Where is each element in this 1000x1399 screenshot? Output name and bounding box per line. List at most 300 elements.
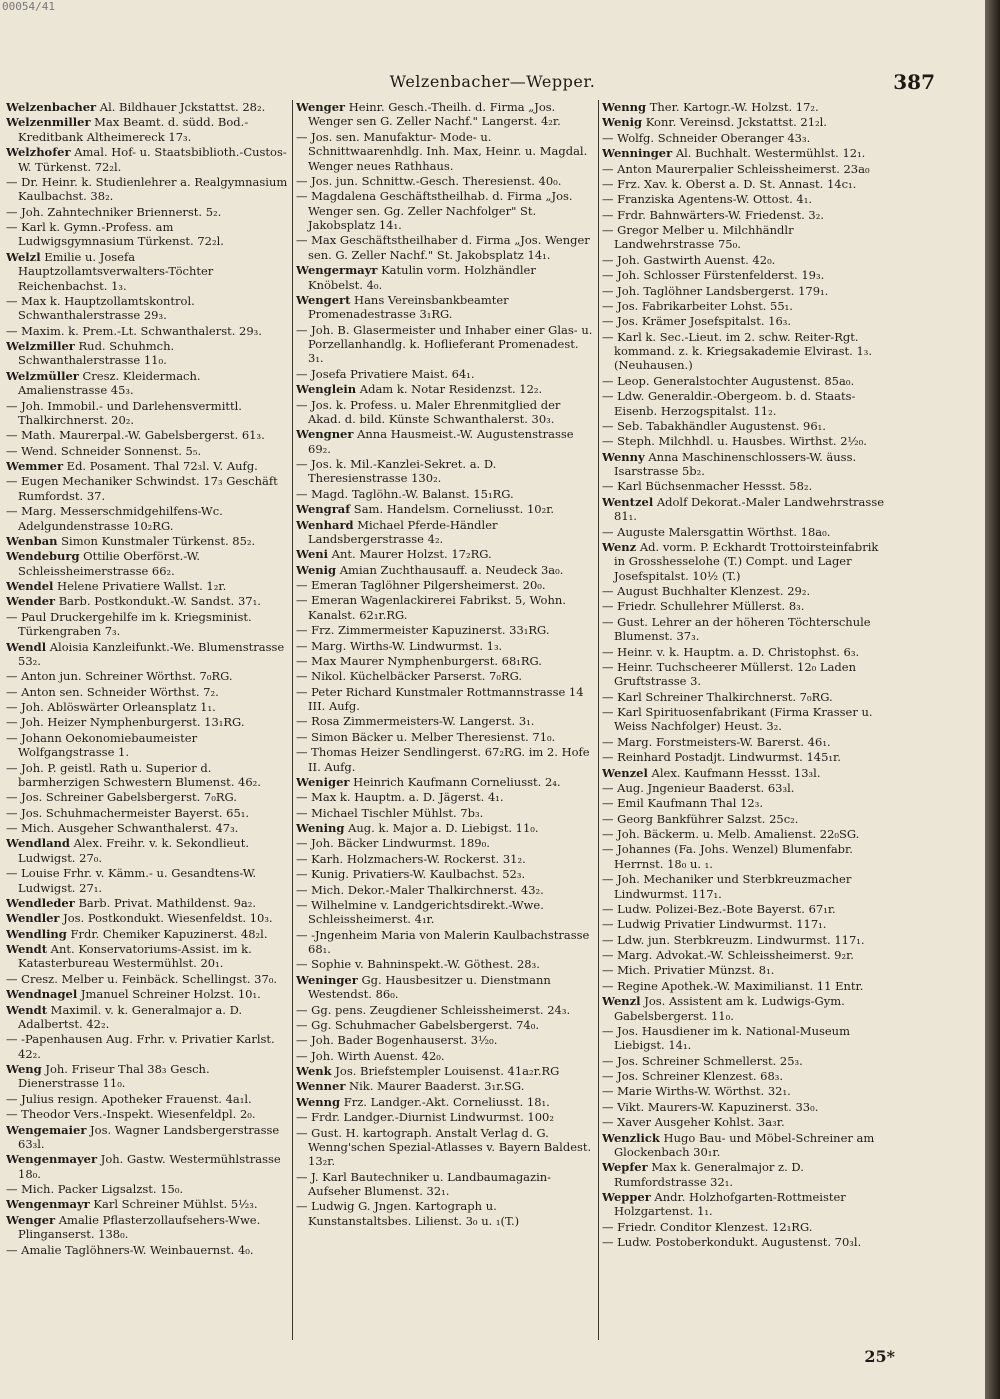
entry-surname: Wendt (6, 1002, 48, 1017)
entry-details: Jos. Wagner Landsbergerstrasse 63₃l. (18, 1122, 280, 1151)
directory-entry (296, 1064, 594, 1078)
directory-entry (6, 700, 288, 714)
directory-entry (6, 806, 288, 820)
directory-entry (6, 731, 288, 760)
entry-surname: Wendt (6, 942, 48, 956)
entry-details: Andr. Holzhofgarten-Rottmeister Holzgartenst. 1₁. (614, 1190, 846, 1219)
directory-entry (6, 685, 288, 699)
directory-entry (6, 836, 288, 865)
directory-entry (602, 1024, 892, 1053)
entry-details: Alex. Kaufmann Hessst. 13₃l. (647, 765, 821, 780)
entry-surname: Wenzlick (602, 1130, 660, 1145)
entry-details: — Jos. k. Mil.-Kanzlei-Sekret. a. D. Theresienstrasse 130₂. (296, 457, 497, 486)
entry-details: Alex. Freihr. v. k. Sekondlieut. Ludwigst. 27₀. (18, 836, 249, 865)
entry-details: — Jos. Schuhmachermeister Bayerst. 65₁. (6, 805, 250, 820)
entry-details: Ottilie Oberförst.-W. Schleissheimerstrasse 66₂. (18, 549, 201, 578)
entry-details: — Johannes (Fa. Johs. Wenzel) Blumenfabr. Herrnst. 18₀ u. ₁. (602, 842, 853, 871)
directory-entry (602, 1220, 892, 1234)
entry-details: — Anton sen. Schneider Wörthst. 7₂. (6, 684, 219, 699)
entry-details: Heinrich Kaufmann Corneliusst. 2₄. (349, 774, 561, 789)
entry-details: — Paul Druckergehilfe im k. Kriegsminist. Türkengraben 7₃. (6, 609, 252, 639)
directory-entry (602, 979, 892, 993)
entry-details: Ed. Posament. Thal 72₃l. V. Aufg. (63, 459, 258, 473)
entry-details: — Cresz. Melber u. Feinbäck. Schellingst. 37₀. (6, 971, 278, 986)
directory-entry (6, 987, 288, 1001)
entry-surname: Wengermayr (296, 263, 378, 278)
entry-details: — Anton jun. Schreiner Wörthst. 7₀RG. (6, 669, 233, 684)
entry-details: Barb. Privat. Mathildenst. 9a₂. (74, 895, 257, 910)
directory-entry (296, 928, 594, 957)
entry-details: Maximil. v. k. Generalmajor a. D. Adalbertst. 42₂. (18, 1002, 243, 1031)
directory-entry (296, 867, 594, 881)
entry-details: — Marg. Forstmeisters-W. Barerst. 46₁. (602, 734, 831, 749)
entry-details: — Joh. Heizer Nymphenburgerst. 13₁RG. (6, 715, 245, 730)
entry-details: — Jos. Fabrikarbeiter Lohst. 55₁. (602, 298, 793, 313)
entry-details: Simon Kunstmaler Türkenst. 85₂. (57, 533, 256, 548)
directory-entry (6, 100, 288, 114)
directory-entry (602, 705, 892, 734)
entry-details: — Emil Kaufmann Thal 12₃. (602, 796, 763, 811)
directory-entry (296, 398, 594, 427)
archive-stamp: 00054/41 (2, 0, 55, 13)
entry-details: Barb. Postkondukt.-W. Sandst. 37₁. (55, 594, 261, 609)
entry-details: Frdr. Chemiker Kapuzinerst. 48₂l. (66, 926, 268, 941)
entry-details: Helene Privatiere Wallst. 1₂r. (53, 579, 227, 593)
entry-details: — Karl Büchsenmacher Hessst. 58₂. (602, 479, 813, 494)
directory-entry (296, 957, 594, 971)
directory-entry (6, 1182, 288, 1196)
entry-details: — Jos. Schreiner Gabelsbergerst. 7₀RG. (6, 790, 237, 805)
entry-details: — Xaver Ausgeher Kohlst. 3a₃r. (602, 1115, 785, 1130)
directory-entry (602, 1115, 892, 1129)
directory-entry (296, 457, 594, 486)
directory-entry (602, 1160, 892, 1189)
entry-details: — Karl k. Gymn.-Profess. am Ludwigsgymnasium Türkenst. 72₂l. (6, 220, 224, 249)
directory-entry (602, 131, 892, 145)
entry-details: Hans Vereinsbankbeamter Promenadestrasse 3₁RG. (308, 292, 509, 322)
entry-details: Al. Bildhauer Jckstattst. 28₂. (96, 100, 266, 114)
entry-details: — Max Maurer Nymphenburgerst. 68₁RG. (296, 653, 542, 668)
directory-entry (6, 1003, 288, 1032)
entry-details: — Marie Wirths-W. Wörthst. 32₁. (602, 1084, 791, 1099)
directory-entry (602, 284, 892, 298)
directory-entry (6, 1197, 288, 1211)
entry-details: — Amalie Taglöhners-W. Weinbauernst. 4₀. (6, 1242, 254, 1257)
directory-entry (6, 474, 288, 503)
entry-surname: Wemmer (6, 459, 64, 473)
directory-entry (296, 654, 594, 668)
entry-details: — Math. Maurerpal.-W. Gabelsbergerst. 61₃. (6, 428, 265, 443)
directory-entry (602, 842, 892, 871)
directory-entry (296, 1095, 594, 1109)
directory-entry (6, 640, 288, 669)
entry-surname: Wepfer (602, 1160, 648, 1175)
entry-details: — Joh. Gastwirth Auenst. 42₀. (602, 252, 776, 267)
directory-entry (296, 714, 594, 728)
entry-details: Rud. Schuhmch. Schwanthalerstrasse 11₀. (18, 339, 175, 368)
directory-entry (602, 268, 892, 282)
entry-surname: Wenk (296, 1064, 332, 1078)
entry-surname: Welzmüller (6, 368, 79, 383)
entry-details: — August Buchhalter Klenzest. 29₂. (602, 584, 811, 598)
entry-details: — Josefa Privatiere Maist. 64₁. (296, 366, 475, 381)
entry-details: Anna Hausmeist.-W. Augustenstrasse 69₂. (308, 427, 574, 456)
directory-entry (6, 115, 288, 144)
directory-entry (602, 933, 892, 947)
directory-entry (296, 563, 594, 577)
entry-details: — Joh. Bäcker Lindwurmst. 189₀. (296, 836, 490, 851)
entry-surname: Weng (6, 1062, 42, 1076)
entry-surname: Wenng (602, 100, 647, 114)
column-divider (598, 100, 599, 1340)
directory-entry (6, 549, 288, 578)
directory-entry (6, 459, 288, 473)
directory-entry (296, 898, 594, 927)
entry-details: — Sophie v. Bahninspekt.-W. Göthest. 28₃. (296, 957, 540, 972)
entry-surname: Wendnagel (6, 987, 78, 1002)
entry-details: — Maxim. k. Prem.-Lt. Schwanthalerst. 29₃. (6, 323, 262, 338)
entry-details: — Jos. jun. Schnittw.-Gesch. Theresienst. 40₀. (296, 173, 562, 188)
entry-details: Heinr. Gesch.-Theilh. d. Firma „Jos. Wenger sen G. Zeller Nachf." Langerst. 4₂r. (308, 100, 561, 129)
entry-surname: Wenner (296, 1079, 346, 1094)
directory-entry (602, 450, 892, 479)
entry-details: — Rosa Zimmermeisters-W. Langerst. 3₁. (296, 714, 535, 729)
directory-entry (602, 827, 892, 841)
entry-details: — Jos. Schreiner Klenzest. 68₃. (602, 1069, 784, 1083)
entry-details: — Thomas Heizer Sendlingerst. 67₂RG. im 2. Hofe II. Aufg. (296, 745, 590, 774)
entry-details: Amian Zuchthausauff. a. Neudeck 3a₀. (336, 562, 564, 577)
entry-details: — Karl k. Sec.-Lieut. im 2. schw. Reiter-Rgt. kommand. z. k. Kriegsakademie Elvirast. 1₃. (Neuhausen.) (602, 329, 873, 373)
entry-details: — J. Karl Bautechniker u. Landbaumagazin-Aufseher Blumenst. 32₁. (296, 1169, 552, 1198)
entry-surname: Wendler (6, 911, 60, 926)
entry-surname: Wengemaier (6, 1122, 87, 1137)
directory-entry (6, 504, 288, 533)
entry-details: — Jos. k. Profess. u. Maler Ehrenmitglied der Akad. d. bild. Künste Schwanthalerst. 30₃. (296, 397, 561, 426)
directory-entry (6, 145, 288, 174)
signature-mark: 25* (864, 1347, 895, 1366)
directory-entry (6, 942, 288, 971)
entry-details: Aloisia Kanzleifunkt.-We. Blumenstrasse 53₂. (18, 639, 285, 668)
entry-details: Joh. Friseur Thal 38₃ Gesch. Dienerstrasse 11₀. (18, 1062, 210, 1091)
directory-entry (6, 761, 288, 790)
entry-surname: Wenban (6, 533, 58, 548)
entry-details: — Ludw. Postoberkondukt. Augustenst. 70₃l. (602, 1235, 862, 1250)
entry-details: — Nikol. Küchelbäcker Parserst. 7₀RG. (296, 669, 523, 684)
directory-entry (602, 584, 892, 598)
entry-details: — Friedr. Conditor Klenzest. 12₁RG. (602, 1219, 813, 1234)
directory-columns (6, 100, 981, 1340)
directory-entry (602, 963, 892, 977)
directory-entry (296, 1126, 594, 1169)
entry-details: — Steph. Milchhdl. u. Hausbes. Wirthst. 2½₀. (602, 434, 867, 449)
entry-surname: Wendland (6, 836, 70, 851)
directory-entry (296, 174, 594, 188)
entry-details: Ad. vorm. P. Eckhardt Trottoirsteinfabrik in Grosshesselohe (T.) Compt. und Lager Josefspitalst. 10½ (T.) (614, 539, 879, 583)
entry-surname: Wening (296, 821, 345, 835)
entry-details: Katulin vorm. Holzhändler Knöbelst. 4₀. (308, 263, 536, 292)
directory-entry (602, 1054, 892, 1068)
entry-details: Ant. Maurer Holzst. 17₂RG. (328, 547, 492, 562)
entry-details: Frz. Landger.-Akt. Corneliusst. 18₁. (340, 1094, 550, 1109)
entry-details: Karl Schreiner Mühlst. 5½₃. (89, 1197, 258, 1212)
entry-details: — Wilhelmine v. Landgerichtsdirekt.-Wwe. Schleissheimerst. 4₁r. (296, 897, 544, 927)
entry-details: — Mich. Privatier Münzst. 8₁. (602, 963, 775, 978)
entry-details: Adolf Dekorat.-Maler Landwehrstrasse 81₁. (614, 494, 885, 524)
directory-entry (6, 927, 288, 941)
directory-entry (6, 339, 288, 368)
directory-entry (6, 1152, 288, 1181)
entry-details: Amalie Pflasterzollaufsehers-Wwe. Plinganserst. 138₀. (18, 1212, 261, 1242)
directory-entry (296, 593, 594, 622)
entry-details: Aug. k. Major a. D. Liebigst. 11₀. (344, 821, 539, 835)
directory-entry (296, 367, 594, 381)
entry-details: Ther. Kartogr.-W. Holzst. 17₂. (646, 100, 819, 114)
entry-surname: Wenglein (296, 382, 357, 397)
directory-entry (602, 615, 892, 644)
directory-entry (602, 419, 892, 433)
directory-entry (602, 192, 892, 206)
directory-entry (6, 579, 288, 593)
directory-entry (602, 479, 892, 493)
entry-details: — Joh. Ablöswärter Orleansplatz 1₁. (6, 700, 216, 714)
entry-details: Michael Pferde-Händler Landsbergerstrasse 4₂. (308, 517, 498, 546)
directory-entry (296, 836, 594, 850)
entry-details: Adam k. Notar Residenzst. 12₂. (356, 382, 543, 397)
directory-entry (296, 685, 594, 714)
entry-details: — Karl Schreiner Thalkirchnerst. 7₀RG. (602, 689, 833, 704)
directory-entry (6, 428, 288, 442)
directory-entry (602, 162, 892, 176)
entry-surname: Wenninger (602, 146, 673, 161)
entry-details: — Ludwig G. Jngen. Kartograph u. Kunstanstaltsbes. Lilienst. 3₀ u. ₁(T.) (296, 1199, 520, 1228)
entry-details: Nik. Maurer Baaderst. 3₁r.SG. (345, 1079, 525, 1094)
directory-entry (602, 525, 892, 539)
entry-details: — Reinhard Postadjt. Lindwurmst. 145₁r. (602, 750, 841, 765)
entry-details: — Kunig. Privatiers-W. Kaulbachst. 52₃. (296, 867, 526, 882)
directory-entry (602, 177, 892, 191)
entry-details: — Mich. Ausgeher Schwanthalerst. 47₃. (6, 821, 239, 835)
directory-entry (296, 1079, 594, 1093)
directory-entry (602, 146, 892, 160)
directory-entry (6, 444, 288, 458)
directory-entry (602, 330, 892, 373)
directory-entry (6, 821, 288, 835)
entry-details: — Frdr. Bahnwärters-W. Friedenst. 3₂. (602, 207, 825, 222)
directory-entry (602, 389, 892, 418)
running-head: Welzenbacher—Wepper. (389, 72, 596, 91)
entry-details: — Auguste Malersgattin Wörthst. 18a₀. (602, 524, 831, 539)
directory-entry (602, 100, 892, 114)
directory-entry (296, 323, 594, 366)
entry-details: — Leop. Generalstochter Augustenst. 85a₀. (602, 373, 855, 388)
directory-entry (296, 806, 594, 820)
entry-details: — Karl Spirituosenfabrikant (Firma Krasser u. Weiss Nachfolger) Heust. 3₂. (602, 705, 873, 734)
entry-details: — Joh. Schlosser Fürstenfelderst. 19₃. (602, 268, 825, 283)
directory-entry (296, 233, 594, 262)
directory-entry (6, 896, 288, 910)
entry-surname: Wepper (602, 1190, 651, 1204)
directory-entry (6, 294, 288, 323)
entry-details: — Joh. B. Glasermeister und Inhaber einer Glas- u. Porzellanhandlg. k. Hoflieferant Promenadest. 3₁. (296, 322, 593, 366)
entry-details: — Joh. Wirth Auenst. 42₀. (296, 1048, 445, 1063)
entry-surname: Wenng (296, 1094, 341, 1109)
directory-entry (296, 623, 594, 637)
directory-entry (602, 1069, 892, 1083)
entry-details: — Aug. Jngenieur Baaderst. 63₃l. (602, 780, 795, 795)
entry-surname: Wendling (6, 926, 67, 941)
entry-details: — Joh. Immobil.- und Darlehensvermittl. Thalkirchnerst. 20₂. (6, 398, 242, 427)
entry-details: — -Jngenheim Maria von Malerin Kaulbachstrasse 68₁. (296, 927, 590, 956)
book-binding-edge (985, 0, 1000, 1399)
entry-details: — Friedr. Schullehrer Müllerst. 8₃. (602, 599, 805, 614)
entry-details: — Wolfg. Schneider Oberanger 43₃. (602, 130, 811, 145)
entry-details: — Georg Bankführer Salzst. 25c₂. (602, 811, 799, 826)
entry-surname: Wendel (6, 579, 54, 593)
entry-surname: Welzhofer (6, 145, 71, 160)
directory-entry (602, 115, 892, 129)
entry-surname: Wender (6, 594, 56, 609)
entry-details: — Jos. Krämer Josefspitalst. 16₃. (602, 314, 792, 329)
directory-entry (6, 1213, 288, 1242)
entry-details: Joh. Gastw. Westermühlstrasse 18₀. (18, 1152, 281, 1181)
entry-surname: Wenz (602, 539, 637, 554)
entry-details: — Ldw. Generaldir.-Obergeom. b. d. Staats-Eisenb. Herzogspitalst. 11₂. (602, 389, 856, 418)
entry-details: — Max k. Hauptm. a. D. Jägerst. 4₁. (296, 790, 504, 805)
entry-details: Max k. Generalmajor z. D. Rumfordstrasse 32₁. (614, 1160, 804, 1189)
entry-details: — Marg. Advokat.-W. Schleissheimerst. 9₂r. (602, 948, 854, 962)
entry-details: — Peter Richard Kunstmaler Rottmannstrasse 14 III. Aufg. (296, 684, 584, 713)
entry-details: Cresz. Kleidermach. Amalienstrasse 45₃. (18, 368, 201, 398)
entry-details: Jos. Briefstempler Louisenst. 41a₂r.RG (331, 1064, 560, 1078)
directory-entry (6, 250, 288, 293)
directory-entry (602, 223, 892, 252)
directory-entry (6, 1062, 288, 1091)
entry-details: — Wend. Schneider Sonnenst. 5₅. (6, 443, 202, 458)
entry-details: — Anton Maurerpalier Schleissheimerst. 23a₀ (602, 161, 870, 176)
directory-entry (602, 750, 892, 764)
entry-details: — Magd. Taglöhn.-W. Balanst. 15₁RG. (296, 486, 514, 501)
entry-details: — Magdalena Geschäftstheilhab. d. Firma „Jos. Wenger sen. Gg. Zeller Nachfolger" St. Jakobsplatz 14₁. (296, 189, 573, 232)
directory-entry (296, 1170, 594, 1199)
entry-details: Al. Buchhalt. Westermühlst. 12₁. (672, 146, 866, 161)
directory-entry (6, 220, 288, 249)
directory-entry (296, 487, 594, 501)
directory-entry (6, 205, 288, 219)
entry-surname: Wengner (296, 427, 354, 442)
directory-entry (296, 821, 594, 835)
entry-surname: Weniger (296, 774, 350, 789)
entry-surname: Wendleder (6, 895, 75, 910)
entry-details: — Regine Apothek.-W. Maximilianst. 11 Entr. (602, 978, 864, 993)
directory-entry (296, 883, 594, 897)
column-middle (296, 100, 594, 1340)
directory-entry (296, 1199, 594, 1228)
entry-details: — Joh. Bader Bogenhauserst. 3½₀. (296, 1033, 498, 1048)
entry-details: — Gg. Schuhmacher Gabelsbergerst. 74₀. (296, 1017, 539, 1032)
entry-details: — Louise Frhr. v. Kämm.- u. Gesandtens-W. Ludwigst. 27₁. (6, 866, 257, 895)
directory-entry (602, 374, 892, 388)
entry-details: Hugo Bau- und Möbel-Schreiner am Glockenbach 30₁r. (614, 1130, 875, 1159)
entry-details: — Frdr. Landger.-Diurnist Lindwurmst. 100₂ (296, 1110, 554, 1125)
directory-entry (296, 518, 594, 547)
directory-entry (6, 715, 288, 729)
entry-details: — Mich. Packer Ligsalzst. 15₀. (6, 1182, 184, 1196)
entry-details: — Marg. Messerschmidgehilfens-Wc. Adelgundenstrasse 10₂RG. (6, 504, 223, 533)
directory-entry (602, 1190, 892, 1219)
directory-entry (602, 434, 892, 448)
entry-details: — Max k. Hauptzollamtskontrol. Schwanthalerstrasse 29₃. (6, 293, 195, 323)
entry-details: — Joh. Bäckerm. u. Melb. Amalienst. 22₀SG. (602, 827, 860, 841)
directory-entry (296, 852, 594, 866)
directory-entry (6, 1032, 288, 1061)
directory-entry (296, 293, 594, 322)
directory-entry (6, 911, 288, 925)
directory-entry (602, 690, 892, 704)
entry-details: — Frz. Xav. k. Oberst a. D. St. Annast. 14c₁. (602, 176, 857, 191)
directory-entry (296, 382, 594, 396)
entry-surname: Welzmiller (6, 339, 75, 353)
entry-surname: Welzl (6, 249, 41, 264)
directory-entry (602, 735, 892, 749)
directory-entry (6, 669, 288, 683)
entry-surname: Wenzl (602, 994, 641, 1009)
directory-entry (296, 502, 594, 516)
directory-entry (296, 547, 594, 561)
entry-details: Max Beamt. d. südd. Bod.-Kreditbank Altheimereck 17₃. (18, 115, 249, 144)
entry-surname: Weni (296, 547, 329, 562)
directory-entry (602, 948, 892, 962)
directory-entry (6, 1092, 288, 1106)
entry-details: — Vikt. Maurers-W. Kapuzinerst. 33₀. (602, 1099, 819, 1114)
entry-surname: Welzenbacher (6, 100, 97, 114)
page-number: 387 (893, 70, 935, 94)
entry-surname: Wenger (6, 1212, 56, 1227)
directory-entry (296, 427, 594, 456)
entry-details: — Joh. Zahntechniker Briennerst. 5₂. (6, 204, 222, 219)
directory-entry (602, 917, 892, 931)
entry-details: — Michael Tischler Mühlst. 7b₃. (296, 805, 484, 820)
directory-entry (602, 1084, 892, 1098)
directory-entry (296, 1049, 594, 1063)
directory-entry (602, 766, 892, 780)
entry-details: — Eugen Mechaniker Schwindst. 17₃ Geschäft Rumfordst. 37. (6, 474, 278, 503)
directory-entry (296, 189, 594, 232)
directory-entry (296, 1018, 594, 1032)
directory-entry (602, 495, 892, 524)
entry-details: Anna Maschinenschlossers-W. äuss. Isarstrasse 5b₂. (614, 449, 857, 478)
directory-entry (296, 790, 594, 804)
directory-entry (602, 872, 892, 901)
entry-details: Sam. Handelsm. Corneliusst. 10₂r. (350, 502, 555, 517)
directory-entry (602, 812, 892, 826)
directory-entry (602, 902, 892, 916)
entry-details: Jos. Assistent am k. Ludwigs-Gym. Gabelsbergerst. 11₀. (614, 994, 845, 1023)
entry-surname: Wenzel (602, 765, 648, 780)
directory-entry (296, 669, 594, 683)
directory-entry (602, 781, 892, 795)
entry-details: Konr. Vereinsd. Jckstattst. 21₂l. (642, 115, 827, 130)
entry-details: — Emeran Taglöhner Pilgersheimerst. 20₀. (296, 578, 546, 592)
entry-details: Gg. Hausbesitzer u. Dienstmann Westendst. 86₀. (308, 972, 551, 1002)
directory-entry (602, 660, 892, 689)
entry-surname: Wengraf (296, 502, 351, 517)
entry-surname: Wenig (296, 562, 337, 577)
directory-entry (602, 599, 892, 613)
entry-details: — Karh. Holzmachers-W. Rockerst. 31₂. (296, 851, 526, 866)
directory-entry (602, 645, 892, 659)
entry-details: — Jos. Schreiner Schmellerst. 25₃. (602, 1053, 803, 1068)
entry-details: — Julius resign. Apotheker Frauenst. 4a₁l. (6, 1091, 252, 1106)
